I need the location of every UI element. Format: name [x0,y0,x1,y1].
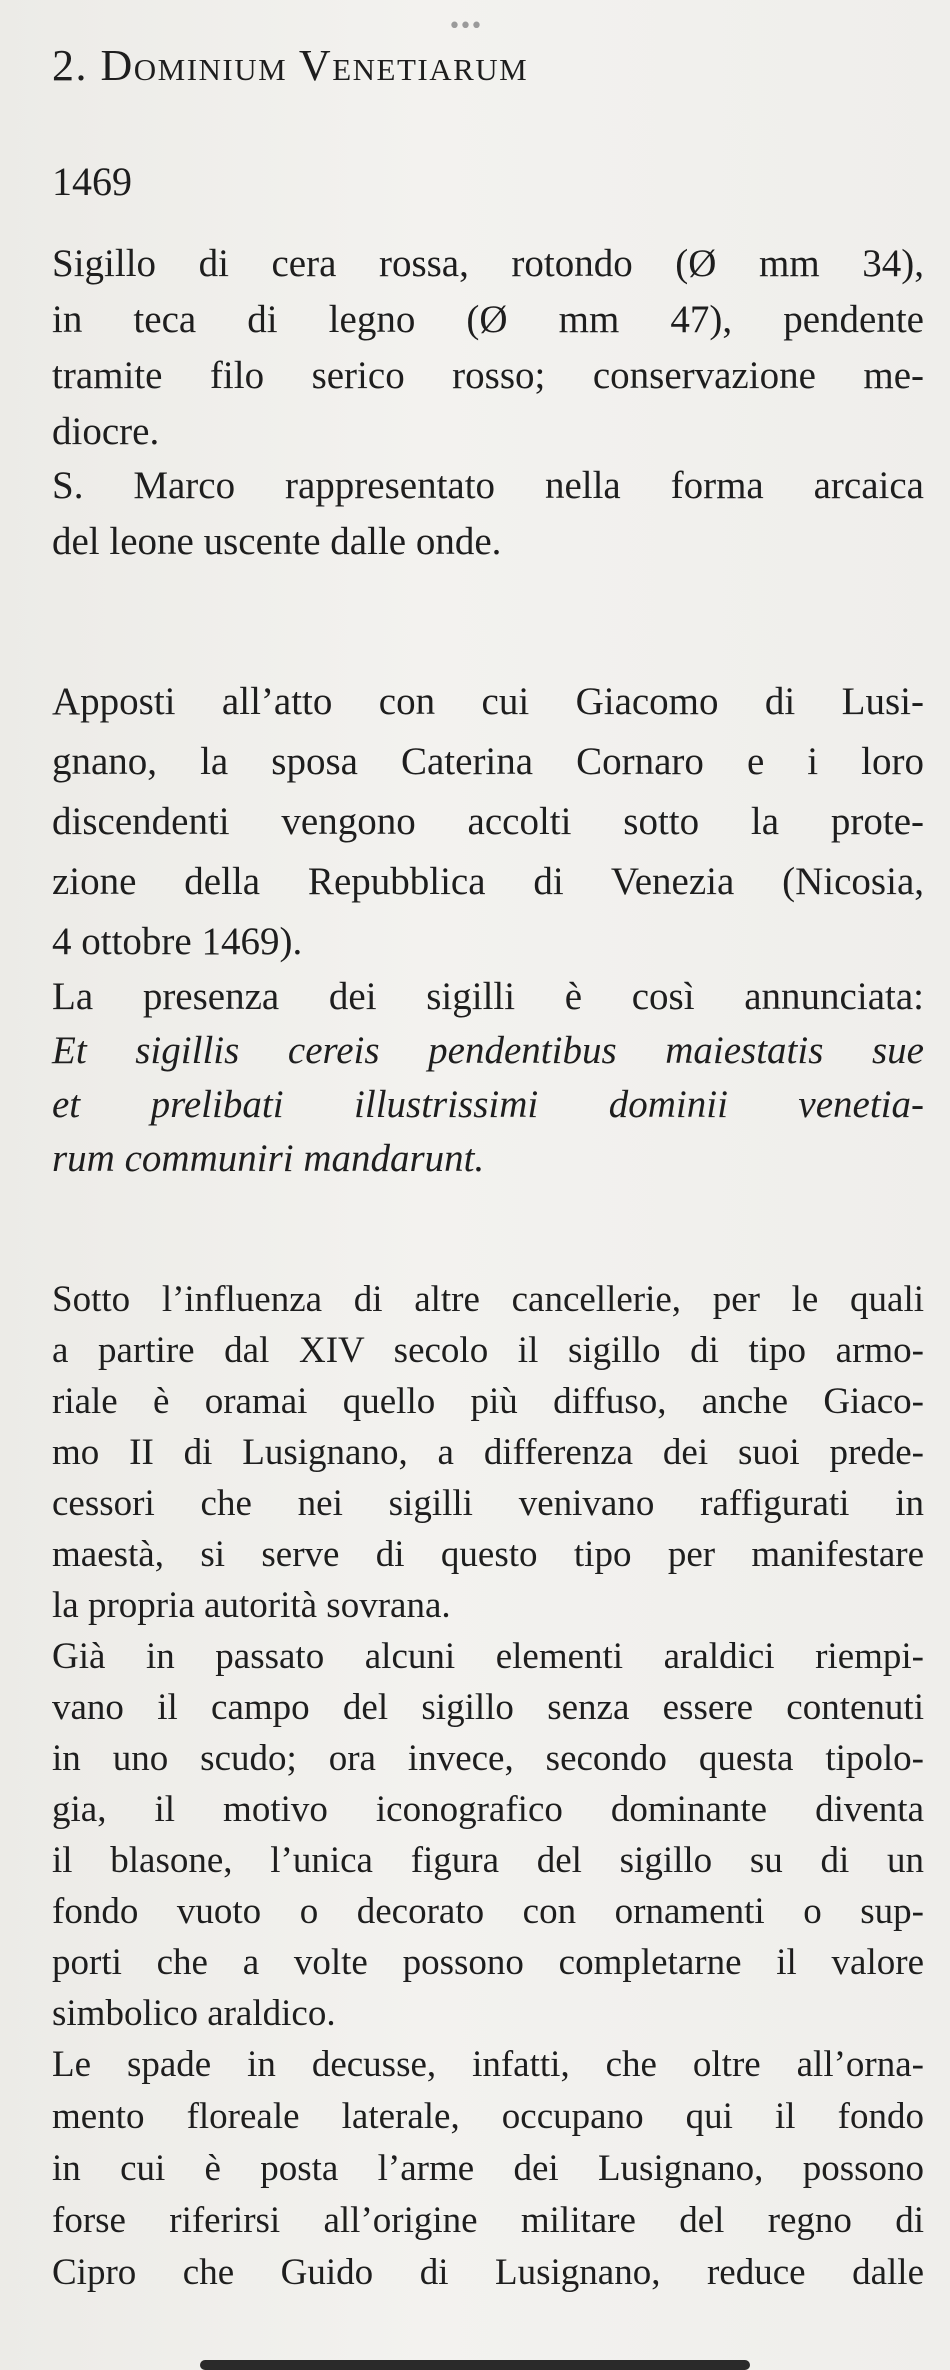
text-line: in uno scudo; ora invece, secondo questa tipolo- [52,1738,924,1779]
text-line: Sotto l’influenza di altre cancellerie, per le quali [52,1279,924,1320]
text-line: Sigillo di cera rossa, rotondo (Ø mm 34), [52,242,924,285]
iconography-paragraph [52,458,924,570]
text-line: tramite filo serico rosso; conservazione me- [52,354,924,397]
text-line: fondo vuoto o decorato con ornamenti o sup- [52,1891,924,1932]
text-line: 4 ottobre 1469). [52,920,303,963]
quote-intro: La presenza dei sigilli è così annunciata: [52,975,924,1018]
seal-description-paragraph [52,236,924,460]
text-line: in teca di legno (Ø mm 47), pendente [52,298,924,341]
text-line: diocre. [52,410,160,453]
text-line: forse riferirsi all’origine militare del regno di [52,2200,924,2241]
text-line: simbolico araldico. [52,1993,336,2034]
section-heading: 2. Dominium Venetiarum [52,41,529,90]
text-line: mo II di Lusignano, a differenza dei suoi prede- [52,1432,924,1473]
text-line: S. Marco rappresentato nella forma arcaica [52,464,924,507]
home-indicator-bar[interactable] [200,2360,750,2370]
text-line: vano il campo del sigillo senza essere contenuti [52,1687,924,1728]
text-line: in cui è posta l’arme dei Lusignano, possono [52,2148,924,2189]
text-line: Cipro che Guido di Lusignano, reduce dalle [52,2252,924,2293]
more-options-dots-icon[interactable]: ••• [448,14,481,39]
quote-line: Et sigillis cereis pendentibus maiestatis sue [52,1029,924,1072]
swords-paragraph [52,2039,924,2299]
text-line: a partire dal XIV secolo il sigillo di tipo armo- [52,1330,924,1371]
text-line: zione della Repubblica di Venezia (Nicosia, [52,860,924,903]
heraldry-paragraph [52,1631,924,2039]
quote-line: rum communiri mandarunt. [52,1137,485,1180]
context-paragraph [52,672,924,972]
text-line: discendenti vengono accolti sotto la prote- [52,800,924,843]
text-line: porti che a volte possono completarne il valore [52,1942,924,1983]
text-line: Le spade in decusse, infatti, che oltre all’orna- [52,2044,924,2085]
text-line: del leone uscente dalle onde. [52,520,502,563]
seal-year: 1469 [52,159,132,204]
text-line: cessori che nei sigilli venivano raffigurati in [52,1483,924,1524]
text-line: riale è oramai quello più diffuso, anche Giaco- [52,1381,924,1422]
text-line: Già in passato alcuni elementi araldici riempi- [52,1636,924,1677]
text-line: il blasone, l’unica figura del sigillo su di un [52,1840,924,1881]
text-line: gia, il motivo iconografico dominante diventa [52,1789,924,1830]
quote-paragraph [52,970,924,1186]
text-line: mento floreale laterale, occupano qui il fondo [52,2096,924,2137]
text-line: Apposti all’atto con cui Giacomo di Lusi- [52,680,924,723]
text-line: maestà, si serve di questo tipo per manifestare [52,1534,924,1575]
text-line: la propria autorità sovrana. [52,1585,451,1626]
influence-paragraph [52,1274,924,1631]
text-line: gnano, la sposa Caterina Cornaro e i loro [52,740,924,783]
quote-line: et prelibati illustrissimi dominii venetia- [52,1083,924,1126]
